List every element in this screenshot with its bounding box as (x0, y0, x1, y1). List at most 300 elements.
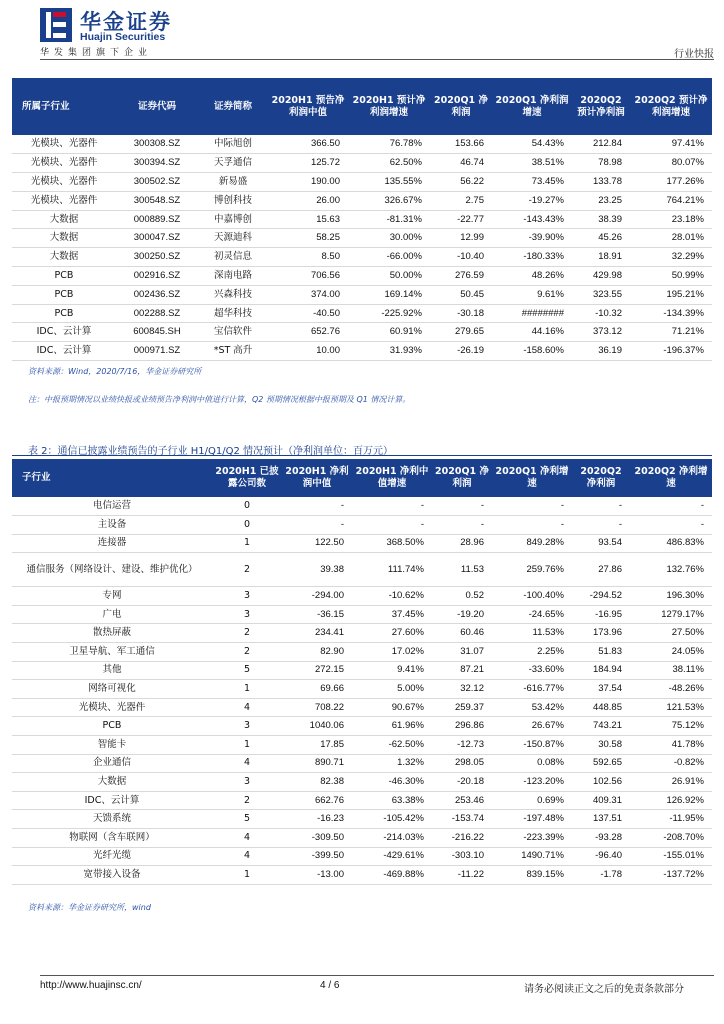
table-cell: 409.31 (572, 791, 630, 810)
table-cell: 网络可视化 (12, 680, 212, 699)
table-cell: 373.12 (572, 323, 630, 342)
table-cell: 23.18% (630, 210, 712, 229)
table-cell: 849.28% (492, 534, 572, 553)
table-cell: -158.60% (492, 342, 572, 361)
table-cell: 706.56 (268, 267, 348, 286)
table-cell: IDC、云计算 (12, 323, 116, 342)
table-cell: 中际旭创 (198, 135, 268, 154)
table-cell: 300394.SZ (116, 154, 198, 173)
table-cell: 通信服务（网络设计、建设、维护优化） (12, 553, 212, 587)
table-cell: 博创科技 (198, 191, 268, 210)
column-header: 2020Q2 净利增速 (630, 459, 712, 497)
table-cell: -11.95% (630, 810, 712, 829)
table-cell: 002916.SZ (116, 267, 198, 286)
table-cell: 天源迪科 (198, 229, 268, 248)
table-cell: 195.21% (630, 285, 712, 304)
table-cell: IDC、云计算 (12, 342, 116, 361)
table-cell: 708.22 (282, 698, 352, 717)
brand-name-cn: 华金证券 (80, 10, 172, 34)
table-cell: 69.66 (282, 680, 352, 699)
table-cell: -399.50 (282, 847, 352, 866)
subsector-forecast-table (12, 459, 712, 885)
table-cell: 4 (212, 754, 282, 773)
table-cell: 102.56 (572, 773, 630, 792)
table-cell: 486.83% (630, 534, 712, 553)
table-cell: 764.21% (630, 191, 712, 210)
table-row (12, 342, 712, 361)
table-cell: 80.07% (630, 154, 712, 173)
table-cell: 125.72 (268, 154, 348, 173)
table-cell: 2 (212, 791, 282, 810)
table-cell: 5.00% (352, 680, 432, 699)
table-row (12, 736, 712, 755)
column-header: 2020H1 预告净利润中值 (268, 78, 348, 135)
table-cell: 37.45% (352, 605, 432, 624)
column-header: 2020H1 净利中值增速 (352, 459, 432, 497)
table-cell: 662.76 (282, 791, 352, 810)
table-cell: 4 (212, 698, 282, 717)
table-cell: 宽带接入设备 (12, 866, 212, 885)
table-cell: PCB (12, 304, 116, 323)
table-cell: 5 (212, 661, 282, 680)
table-cell: 300047.SZ (116, 229, 198, 248)
table-cell: -10.32 (572, 304, 630, 323)
table-cell: 53.42% (492, 698, 572, 717)
table-row (12, 267, 712, 286)
table-cell: PCB (12, 717, 212, 736)
table-cell: 75.12% (630, 717, 712, 736)
table-cell: 32.12 (432, 680, 492, 699)
table-cell: 大数据 (12, 210, 116, 229)
table-cell: - (432, 516, 492, 535)
table-cell: 368.50% (352, 534, 432, 553)
table-cell: 177.26% (630, 173, 712, 192)
table-cell: 46.74 (430, 154, 492, 173)
table-cell: 宝信软件 (198, 323, 268, 342)
table-cell: 中嘉博创 (198, 210, 268, 229)
table-cell: 743.21 (572, 717, 630, 736)
table-cell: 11.53% (492, 624, 572, 643)
table-cell: 31.93% (348, 342, 430, 361)
header-divider (40, 59, 714, 60)
table-cell: 132.76% (630, 553, 712, 587)
table-cell: -48.26% (630, 680, 712, 699)
footer-disclaimer: 请务必阅读正文之后的免责条款部分 (524, 984, 684, 995)
table-cell: 0.08% (492, 754, 572, 773)
table-cell: 23.25 (572, 191, 630, 210)
table-cell: -13.00 (282, 866, 352, 885)
table-cell: 2 (212, 624, 282, 643)
table-cell: 279.65 (430, 323, 492, 342)
table-cell: 2 (212, 643, 282, 662)
table-cell: 0.69% (492, 791, 572, 810)
table-cell: 物联网（含车联网） (12, 829, 212, 848)
table-cell: 276.59 (430, 267, 492, 286)
table-cell: -96.40 (572, 847, 630, 866)
table-cell: 173.96 (572, 624, 630, 643)
table-cell: 天馈系统 (12, 810, 212, 829)
column-header: 2020H1 预计净利润增速 (348, 78, 430, 135)
table-cell: 374.00 (268, 285, 348, 304)
table-cell: -294.52 (572, 587, 630, 606)
table-cell: -10.62% (352, 587, 432, 606)
table-cell: 1.32% (352, 754, 432, 773)
table-cell: 39.38 (282, 553, 352, 587)
column-header: 证券代码 (116, 78, 198, 135)
table-cell: -180.33% (492, 248, 572, 267)
table-cell: 41.78% (630, 736, 712, 755)
table-cell: -1.78 (572, 866, 630, 885)
table-cell: 90.67% (352, 698, 432, 717)
document-type: 行业快报 (674, 49, 714, 60)
table-cell: - (492, 516, 572, 535)
table-cell: -11.22 (432, 866, 492, 885)
table-cell: 光模块、光器件 (12, 698, 212, 717)
table-cell: - (352, 516, 432, 535)
table-cell: 主设备 (12, 516, 212, 535)
header-row (12, 78, 712, 135)
table-row (12, 191, 712, 210)
table-cell: 169.14% (348, 285, 430, 304)
table-cell: 38.51% (492, 154, 572, 173)
table-cell: -16.23 (282, 810, 352, 829)
table-cell: - (572, 497, 630, 516)
table-cell: 82.90 (282, 643, 352, 662)
table-cell: 光模块、光器件 (12, 191, 116, 210)
table-cell: -105.42% (352, 810, 432, 829)
column-header: 子行业 (12, 459, 212, 497)
table-cell: 深南电路 (198, 267, 268, 286)
page-header (0, 0, 724, 66)
table-cell: 184.94 (572, 661, 630, 680)
table-cell: 212.84 (572, 135, 630, 154)
table-cell: 4 (212, 847, 282, 866)
table-cell: 连接器 (12, 534, 212, 553)
table-cell: 448.85 (572, 698, 630, 717)
table-cell: -134.39% (630, 304, 712, 323)
table-cell: 兴森科技 (198, 285, 268, 304)
table-cell: - (492, 497, 572, 516)
table-cell: 28.96 (432, 534, 492, 553)
table-cell: 27.86 (572, 553, 630, 587)
table2-title: 表 2：通信已披露业绩预告的子行业 H1/Q1/Q2 情况预计（净利润单位：百万元） (28, 446, 393, 457)
column-header: 2020Q1 净利增速 (492, 459, 572, 497)
table-cell: 323.55 (572, 285, 630, 304)
table-cell: -12.73 (432, 736, 492, 755)
table-cell: - (352, 497, 432, 516)
table-row (12, 248, 712, 267)
table-row (12, 717, 712, 736)
table-cell: 63.38% (352, 791, 432, 810)
table-cell: -429.61% (352, 847, 432, 866)
table-row (12, 285, 712, 304)
table-cell: 大数据 (12, 248, 116, 267)
table-cell: 652.76 (268, 323, 348, 342)
table-cell: 71.21% (630, 323, 712, 342)
table-row (12, 587, 712, 606)
table-cell: -469.88% (352, 866, 432, 885)
table-row (12, 791, 712, 810)
table-cell: 37.54 (572, 680, 630, 699)
table-cell: -93.28 (572, 829, 630, 848)
table-cell: -123.20% (492, 773, 572, 792)
header-row (12, 459, 712, 497)
table-cell: 196.30% (630, 587, 712, 606)
table-cell: 58.25 (268, 229, 348, 248)
table-cell: 大数据 (12, 773, 212, 792)
table-cell: -66.00% (348, 248, 430, 267)
table-cell: -36.15 (282, 605, 352, 624)
table-cell: -137.72% (630, 866, 712, 885)
table-cell: 272.15 (282, 661, 352, 680)
table-cell: 135.55% (348, 173, 430, 192)
table-cell: 54.43% (492, 135, 572, 154)
table-cell: 15.63 (268, 210, 348, 229)
table1-source: 资料来源：Wind，2020/7/16，华金证券研究所 (28, 367, 202, 376)
table-cell: -225.92% (348, 304, 430, 323)
table-cell: ######## (492, 304, 572, 323)
table-cell: -62.50% (352, 736, 432, 755)
table-cell: -0.82% (630, 754, 712, 773)
table-row (12, 497, 712, 516)
table-cell: 专网 (12, 587, 212, 606)
table-cell: 36.19 (572, 342, 630, 361)
table-cell: -100.40% (492, 587, 572, 606)
table-row (12, 553, 712, 587)
footer-url[interactable]: http://www.huajinsc.cn/ (40, 980, 142, 991)
table-cell: 000889.SZ (116, 210, 198, 229)
column-header: 2020Q1 净利润 (430, 78, 492, 135)
table-cell: 2.75 (430, 191, 492, 210)
table-cell: 新易盛 (198, 173, 268, 192)
table-row (12, 661, 712, 680)
table-cell: 2 (212, 553, 282, 587)
table-cell: 300502.SZ (116, 173, 198, 192)
table-cell: 0 (212, 516, 282, 535)
table-cell: 153.66 (430, 135, 492, 154)
table-cell: 73.45% (492, 173, 572, 192)
table-cell: 48.26% (492, 267, 572, 286)
table-cell: 002436.SZ (116, 285, 198, 304)
table-cell: -40.50 (268, 304, 348, 323)
column-header: 2020Q2 预计净利润增速 (630, 78, 712, 135)
table-cell: 26.67% (492, 717, 572, 736)
table-cell: -223.39% (492, 829, 572, 848)
table-cell: 839.15% (492, 866, 572, 885)
column-header: 2020H1 净利润中值 (282, 459, 352, 497)
column-header: 2020H1 已披露公司数 (212, 459, 282, 497)
table-row (12, 323, 712, 342)
table-cell: 17.02% (352, 643, 432, 662)
table-row (12, 229, 712, 248)
table-cell: -208.70% (630, 829, 712, 848)
table-cell: -26.19 (430, 342, 492, 361)
table-row (12, 304, 712, 323)
table1-note: 注：中报预期情况以业绩快报或业绩预告净利润中值进行计算，Q2 预期情况根据中报预期及 Q1 情况计算。 (28, 395, 411, 404)
table-cell: 62.50% (348, 154, 430, 173)
table-cell: 30.00% (348, 229, 430, 248)
table-cell: 121.53% (630, 698, 712, 717)
table2-source: 资料来源：华金证券研究所，wind (28, 903, 151, 912)
table-cell: 93.54 (572, 534, 630, 553)
table-row (12, 698, 712, 717)
table-cell: -19.27% (492, 191, 572, 210)
company-forecast-table-header (12, 78, 712, 135)
table-cell: 大数据 (12, 229, 116, 248)
table-cell: 初灵信息 (198, 248, 268, 267)
table-row (12, 754, 712, 773)
table-cell: 259.76% (492, 553, 572, 587)
subsector-forecast-table-header (12, 459, 712, 497)
table-cell: 27.60% (352, 624, 432, 643)
table-cell: PCB (12, 267, 116, 286)
column-header: 所属子行业 (12, 78, 116, 135)
table-cell: 000971.SZ (116, 342, 198, 361)
table-row (12, 210, 712, 229)
table-cell: - (282, 497, 352, 516)
table-cell: -150.87% (492, 736, 572, 755)
table-cell: 592.65 (572, 754, 630, 773)
table-cell: 散热屏蔽 (12, 624, 212, 643)
table-row (12, 516, 712, 535)
table-cell: -303.10 (432, 847, 492, 866)
table-row (12, 135, 712, 154)
table-cell: 1 (212, 534, 282, 553)
table-cell: -16.95 (572, 605, 630, 624)
table-cell: -155.01% (630, 847, 712, 866)
table-cell: 76.78% (348, 135, 430, 154)
table-cell: 1 (212, 680, 282, 699)
table-cell: -309.50 (282, 829, 352, 848)
table-cell: 24.05% (630, 643, 712, 662)
table-cell: -616.77% (492, 680, 572, 699)
table-row (12, 810, 712, 829)
table-cell: 17.85 (282, 736, 352, 755)
table-cell: 890.71 (282, 754, 352, 773)
table-cell: *ST 高升 (198, 342, 268, 361)
table-cell: 2.25% (492, 643, 572, 662)
table-cell: 60.46 (432, 624, 492, 643)
table-cell: 9.41% (352, 661, 432, 680)
table-cell: -33.60% (492, 661, 572, 680)
table-cell: 其他 (12, 661, 212, 680)
table-cell: 326.67% (348, 191, 430, 210)
table-cell: -196.37% (630, 342, 712, 361)
table-cell: 3 (212, 773, 282, 792)
table-cell: -216.22 (432, 829, 492, 848)
column-header: 2020Q1 净利润 (432, 459, 492, 497)
table-cell: 429.98 (572, 267, 630, 286)
table-cell: 26.91% (630, 773, 712, 792)
table-cell: 300308.SZ (116, 135, 198, 154)
table-cell: 38.39 (572, 210, 630, 229)
table-cell: 0.52 (432, 587, 492, 606)
table-row (12, 605, 712, 624)
table-cell: - (630, 497, 712, 516)
table-row (12, 680, 712, 699)
table-cell: - (432, 497, 492, 516)
table-cell: 87.21 (432, 661, 492, 680)
table-cell: 111.74% (352, 553, 432, 587)
table-cell: 259.37 (432, 698, 492, 717)
table-cell: 002288.SZ (116, 304, 198, 323)
table-cell: - (572, 516, 630, 535)
table-cell: 5 (212, 810, 282, 829)
table-cell: 298.05 (432, 754, 492, 773)
table-cell: IDC、云计算 (12, 791, 212, 810)
table-row (12, 773, 712, 792)
table-cell: 56.22 (430, 173, 492, 192)
table-cell: -24.65% (492, 605, 572, 624)
table-cell: 300250.SZ (116, 248, 198, 267)
table-cell: 超华科技 (198, 304, 268, 323)
table-cell: -46.30% (352, 773, 432, 792)
company-forecast-table (12, 78, 712, 361)
table-cell: 1 (212, 866, 282, 885)
table-cell: 50.45 (430, 285, 492, 304)
table-cell: 32.29% (630, 248, 712, 267)
table-cell: 1040.06 (282, 717, 352, 736)
table-cell: -197.48% (492, 810, 572, 829)
table-cell: -153.74 (432, 810, 492, 829)
huajin-logo-icon (40, 8, 72, 42)
column-header: 证券简称 (198, 78, 268, 135)
table-cell: 234.41 (282, 624, 352, 643)
table-cell: 9.61% (492, 285, 572, 304)
table-cell: 18.91 (572, 248, 630, 267)
table-row (12, 866, 712, 885)
table-cell: 296.86 (432, 717, 492, 736)
table-cell: 1279.17% (630, 605, 712, 624)
column-header: 2020Q2 净利润 (572, 459, 630, 497)
table-cell: 50.00% (348, 267, 430, 286)
table-cell: 82.38 (282, 773, 352, 792)
table-cell: -294.00 (282, 587, 352, 606)
table-cell: - (630, 516, 712, 535)
brand-name-en: Huajin Securities (80, 31, 166, 43)
footer-divider (40, 975, 714, 976)
column-header: 2020Q2 预计净利润 (572, 78, 630, 135)
table-cell: 60.91% (348, 323, 430, 342)
table-cell: 3 (212, 717, 282, 736)
table-cell: 97.41% (630, 135, 712, 154)
table-cell: 126.92% (630, 791, 712, 810)
table-cell: 8.50 (268, 248, 348, 267)
table-cell: 600845.SH (116, 323, 198, 342)
table-cell: -19.20 (432, 605, 492, 624)
table-cell: 190.00 (268, 173, 348, 192)
table-cell: 27.50% (630, 624, 712, 643)
table-cell: 122.50 (282, 534, 352, 553)
table-cell: 133.78 (572, 173, 630, 192)
table-cell: 44.16% (492, 323, 572, 342)
table-cell: 50.99% (630, 267, 712, 286)
table-cell: PCB (12, 285, 116, 304)
table-cell: 11.53 (432, 553, 492, 587)
table-cell: -30.18 (430, 304, 492, 323)
table-cell: -10.40 (430, 248, 492, 267)
table-row (12, 154, 712, 173)
table-cell: 10.00 (268, 342, 348, 361)
table-cell: 光模块、光器件 (12, 154, 116, 173)
table-cell: 30.58 (572, 736, 630, 755)
table-cell: 3 (212, 587, 282, 606)
table-row (12, 847, 712, 866)
table-cell: 1 (212, 736, 282, 755)
table-cell: 光纤光缆 (12, 847, 212, 866)
table-cell: 38.11% (630, 661, 712, 680)
table-cell: 4 (212, 829, 282, 848)
